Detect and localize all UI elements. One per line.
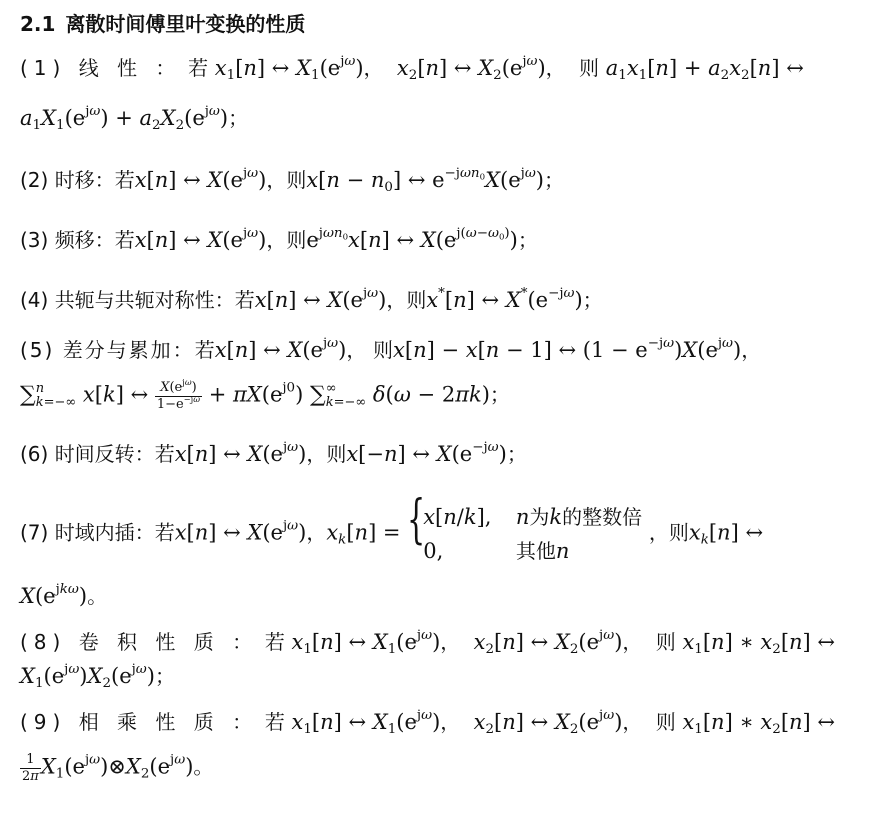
section-heading (20, 8, 305, 37)
property-5-line-2: ∑ n k=−∞ x[k] ↔ $\frac{X(e^{j\omega})}{1-e^{-j\omega}}$ + $\pi X(e^{j0})$ ∑ ∞ k=−∞ δ(ω − 2πk)； (20, 376, 510, 412)
one-over-two-pi: $\frac{1}{2\pi}$ (22, 752, 39, 784)
property-8-label: (8) 卷 积 性 质 ： (20, 630, 259, 654)
period: 。 (193, 754, 214, 779)
semicolon: ； (489, 382, 510, 407)
word-integer-multiple: 的整数倍 (562, 505, 643, 529)
word-then: 则 (326, 442, 347, 466)
property-6-line: (6) 时间反转：若x[n] ↔ $X(e^{j\omega})$，则x[−n] ↔ $X(e^{-j\omega})$； (20, 439, 527, 466)
property-1-line-2: $a_1X_1(e^{j\omega}) + a_2X_2(e^{j\omega})$； (20, 103, 249, 134)
semicolon: ； (582, 288, 603, 312)
semicolon: ； (154, 664, 175, 688)
word-if: 若 (154, 520, 175, 545)
word-then: 则 (655, 630, 676, 654)
property-1-line-1: (1) 线 性 ： 若 $x_1[n]$ ↔ $X_1(e^{j\omega})$， $x_2[n]$ ↔ $X_2(e^{j\omega})$， 则 $a_1x_1[n] + a_2x_2[n]$ ↔ (20, 53, 804, 84)
word-then: 则 (579, 56, 600, 80)
comma: ， (622, 710, 643, 734)
property-7-line-1: (7) 时域内插：若x[n] ↔ $X(e^{j\omega})$，$x_k[n]$ = { x[n/k], n为k的整数倍 0, 其他n ，则$x_k[n]$ ↔ (20, 500, 763, 568)
comma: ， (648, 520, 669, 545)
comma: ， (440, 710, 461, 734)
comma: ， (346, 338, 367, 362)
period: 。 (87, 584, 108, 608)
property-5-line-1: (5) 差分与累加：若x[n] ↔ $X(e^{j\omega})$， 则x[n] − x[n − 1] ↔ $(1 - e^{-j\omega})X(e^{j\omega})$， (20, 335, 762, 362)
word-then: 则 (373, 338, 394, 362)
word-otherwise: 其他 (515, 539, 556, 563)
piecewise-definition: { x[n/k], n为k的整数倍 0, 其他n (407, 490, 643, 563)
property-2-line: (2) 时移：若x[n] ↔ $X(e^{j\omega})$，则$x[n - n_0]$ ↔ $e^{-j\omega n_0}X(e^{j\omega})$； (20, 165, 564, 196)
word-if: 若 (194, 338, 215, 362)
property-8-line-2: $X_1(e^{j\omega})X_2(e^{j\omega})$； (20, 661, 175, 692)
word-if: 若 (234, 288, 255, 312)
word-then: 则 (406, 288, 427, 312)
property-5-label: (5) 差分与累加： (20, 338, 195, 362)
semicolon: ； (543, 168, 564, 192)
property-3-label: (3) 频移： (20, 228, 115, 252)
semicolon: ； (517, 228, 538, 252)
comma: ， (622, 630, 643, 654)
property-8-line-1: (8) 卷 积 性 质 ： 若 $x_1[n]$ ↔ $X_1(e^{j\omega})$， $x_2[n]$ ↔ $X_2(e^{j\omega})$， 则 $x_1[n]$ ∗ $x_2[n]$ ↔ (20, 627, 836, 658)
property-9-label: (9) 相 乘 性 质 ： (20, 710, 259, 734)
word-if: 若 (264, 630, 285, 654)
property-4-line: (4) 共轭与共轭对称性：若x[n] ↔ $X(e^{j\omega})$，则x*[n] ↔ $X^*(e^{-j\omega})$； (20, 285, 603, 312)
word-then: 则 (655, 710, 676, 734)
comma: ， (386, 288, 407, 312)
word-if: 若 (188, 56, 209, 80)
property-9-line-1: (9) 相 乘 性 质 ： 若 $x_1[n]$ ↔ $X_1(e^{j\omega})$， $x_2[n]$ ↔ $X_2(e^{j\omega})$， 则 $x_1[n]$ ∗ $x_2[n]$ ↔ (20, 707, 836, 738)
word-if: 若 (114, 228, 135, 252)
comma: ， (363, 56, 384, 80)
comma: ， (266, 168, 287, 192)
word-then: 则 (286, 228, 307, 252)
semicolon: ； (506, 442, 527, 466)
property-4-label: (4) 共轭与共轭对称性： (20, 288, 235, 312)
word-if: 若 (154, 442, 175, 466)
property-6-label: (6) 时间反转： (20, 442, 155, 466)
property-7-label: (7) 时域内插： (20, 520, 155, 545)
semicolon: ； (228, 106, 249, 130)
comma: ， (440, 630, 461, 654)
accumulation-fraction: $\frac{X(e^{j\omega})}{1-e^{-j\omega}}$ (156, 376, 201, 412)
word-then: 则 (286, 168, 307, 192)
comma: ， (545, 56, 566, 80)
word-if: 若 (264, 710, 285, 734)
word-is: 为 (529, 505, 550, 529)
property-7-line-2: $X(e^{jk\omega})$。 (20, 581, 108, 608)
property-2-label: (2) 时移： (20, 168, 115, 192)
word-then: 则 (668, 520, 689, 545)
comma: ， (741, 338, 762, 362)
section-title: 离散时间傅里叶变换的性质 (65, 12, 306, 36)
property-9-line-2: $\frac{1}{2\pi}$ $X_1(e^{j\omega})\otimes X_2(e^{j\omega})$。 (22, 752, 214, 784)
word-if: 若 (114, 168, 135, 192)
comma: ， (306, 442, 327, 466)
comma: ， (306, 520, 327, 545)
section-number: 2.1 (20, 12, 56, 36)
property-1-label: (1) 线 性 ： (20, 56, 182, 80)
property-3-line: (3) 频移：若x[n] ↔ $X(e^{j\omega})$，则$e^{j\omega n_0}x[n]$ ↔ $X(e^{j(\omega-\omega_0)})$； (20, 225, 538, 252)
comma: ， (266, 228, 287, 252)
